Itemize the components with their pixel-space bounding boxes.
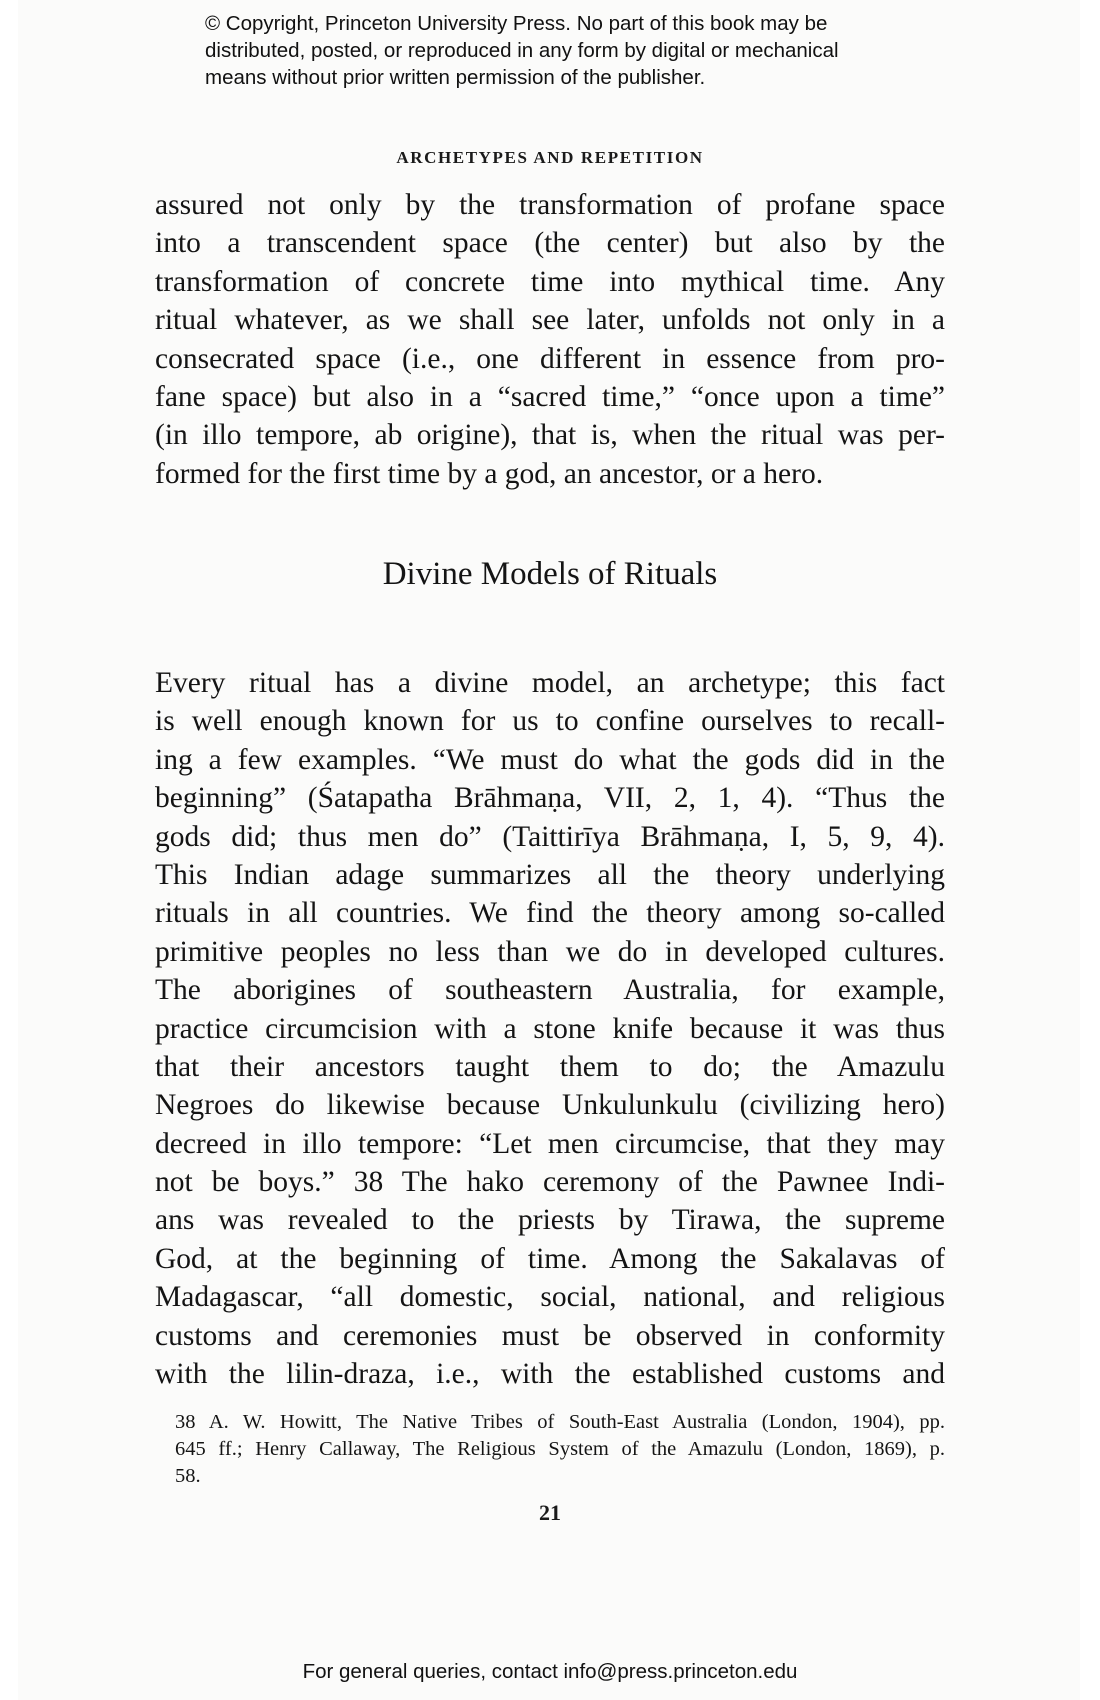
- footnote-line: 58.: [175, 1465, 201, 1487]
- paragraph-1: [155, 186, 945, 493]
- footnote-line: 38 A. W. Howitt, The Native Tribes of South-East Australia (London, 1904), pp.: [175, 1411, 945, 1433]
- text-line: This Indian adage summarizes all the theory underlying: [155, 858, 945, 891]
- text-line: consecrated space (i.e., one different in essence from pro-: [155, 342, 945, 375]
- running-head: ARCHETYPES AND REPETITION: [396, 148, 704, 167]
- text-line: practice circumcision with a stone knife because it was thus: [155, 1012, 945, 1045]
- text-line: beginning” (Śatapatha Brāhmaṇa, VII, 2, 1, 4). “Thus the: [155, 782, 945, 815]
- text-line: ans was revealed to the priests by Tirawa, the supreme: [155, 1204, 945, 1237]
- text-line: ritual whatever, as we shall see later, unfolds not only in a: [155, 304, 945, 337]
- page-number: 21: [539, 1500, 561, 1525]
- copyright-notice: [205, 10, 925, 91]
- text-line: transformation of concrete time into mythical time. Any: [155, 265, 945, 298]
- text-line: decreed in illo tempore: “Let men circumcise, that they may: [155, 1127, 945, 1160]
- copyright-line: distributed, posted, or reproduced in any form by digital or mechanical: [205, 39, 839, 62]
- text-line: rituals in all countries. We find the theory among so-called: [155, 897, 945, 930]
- text-line: Negroes do likewise because Unkulunkulu (civilizing hero): [155, 1089, 945, 1122]
- text-line: Every ritual has a divine model, an archetype; this fact: [155, 667, 945, 699]
- text-line: fane space) but also in a “sacred time,” “once upon a time”: [155, 380, 945, 413]
- text-line: formed for the first time by a god, an ancestor, or a hero.: [155, 457, 824, 490]
- text-line: Madagascar, “all domestic, social, national, and religious: [155, 1281, 945, 1314]
- text-line: The aborigines of southeastern Australia, for example,: [155, 974, 945, 1007]
- copyright-line: means without prior written permission of the publisher.: [205, 66, 706, 89]
- footnote: [175, 1409, 945, 1490]
- footnote-line: 645 ff.; Henry Callaway, The Religious System of the Amazulu (London, 1869), p.: [175, 1438, 945, 1460]
- text-line: that their ancestors taught them to do; the Amazulu: [155, 1050, 945, 1083]
- text-line: God, at the beginning of time. Among the Sakalavas of: [155, 1242, 945, 1275]
- text-line: is well enough known for us to confine ourselves to recall-: [155, 705, 945, 738]
- contact-line: For general queries, contact info@press.princeton.edu: [302, 1660, 798, 1683]
- text-line: into a transcendent space (the center) but also by the: [155, 227, 945, 260]
- text-line: (in illo tempore, ab origine), that is, when the ritual was per-: [155, 419, 945, 452]
- text-line: customs and ceremonies must be observed in conformity: [155, 1319, 945, 1352]
- text-line: not be boys.” 38 The hako ceremony of the Pawnee Indi-: [155, 1166, 945, 1199]
- text-line: primitive peoples no less than we do in developed cultures.: [155, 935, 945, 968]
- paragraph-2: [155, 664, 945, 1393]
- text-line: gods did; thus men do” (Taittirīya Brāhmaṇa, I, 5, 9, 4).: [155, 820, 945, 853]
- copyright-line: © Copyright, Princeton University Press. No part of this book may be: [205, 12, 828, 35]
- text-line: with the lilin-draza, i.e., with the established customs and: [155, 1358, 945, 1391]
- text-line: ing a few examples. “We must do what the gods did in the: [155, 743, 945, 776]
- section-title: Divine Models of Rituals: [382, 556, 718, 592]
- text-line: assured not only by the transformation of profane space: [155, 189, 945, 221]
